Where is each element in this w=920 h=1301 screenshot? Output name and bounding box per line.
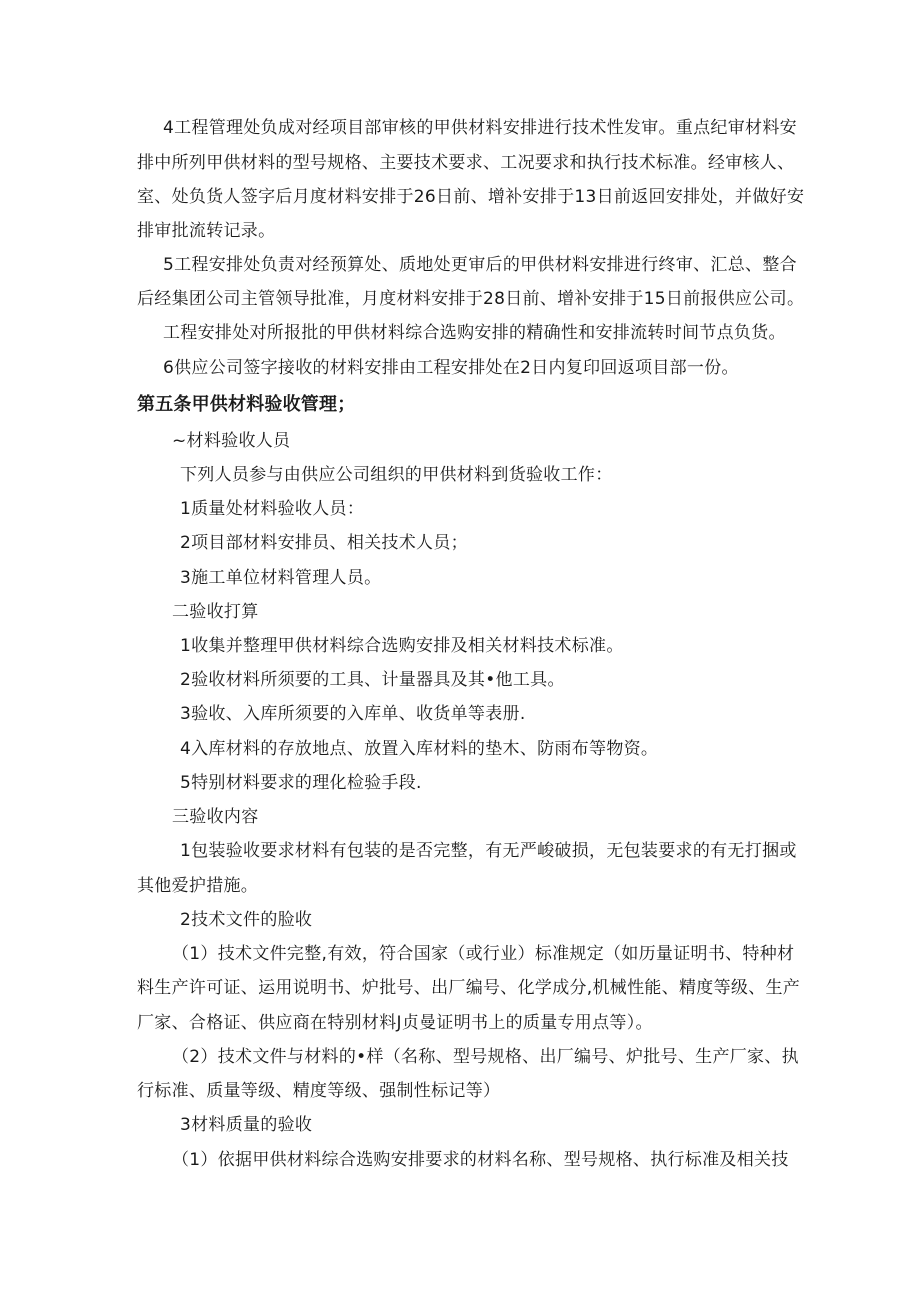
- subsection-title: 2技术文件的脸收: [180, 910, 313, 930]
- paragraph-line: 排审批流转记录。: [137, 221, 276, 241]
- subsection-title: 三验收内容: [172, 807, 259, 827]
- paragraph-line: 5工程安排处负责对经预算处、质地处更审后的甲供材料安排进行终审、汇总、整合: [163, 255, 797, 275]
- paragraph-line: 1包装验收要求材料有包装的是否完整，有无严峻破损，无包装要求的有无打捆或: [180, 841, 797, 861]
- paragraph-line: 厂家、合格证、供应商在特别材料J贞曼证明书上的质量专用点等）。: [137, 1013, 653, 1033]
- list-item: 2项目部材料安排员、相关技术人员；: [180, 533, 468, 553]
- paragraph-line: （1）依据甲供材料综合选购安排要求的材料名称、型号规格、执行标准及相关技: [172, 1150, 789, 1170]
- paragraph-line: 排中所列甲供材料的型号规格、主要技术要求、工况要求和执行技术标准。经审核人、: [137, 153, 795, 173]
- subsection-title: 二验收打算: [172, 602, 259, 622]
- list-item: 1质量处材料验收人员：: [180, 499, 365, 519]
- list-item: 2验收材料所须要的工具、计量器具及其•他工具。: [180, 670, 565, 690]
- paragraph-line: 行标准、质量等级、精度等级、强制性标记等）: [137, 1081, 501, 1101]
- subsection-title: ~材料验收人员: [172, 431, 291, 451]
- paragraph-line: （2）技术文件与材料的•样（名称、型号规格、出厂编号、炉批号、生产厂家、执: [172, 1047, 799, 1067]
- paragraph-line: 6供应公司签字接收的材料安排由工程安排处在2日内复印回返项目部一份。: [163, 358, 739, 378]
- paragraph-line: 其他爱护措施。: [137, 876, 259, 896]
- section-heading: 第五条甲供材料验收管理；: [137, 394, 356, 415]
- list-item: 5特别材料要求的理化检验手段.: [180, 773, 422, 793]
- paragraph-line: 工程安排处对所报批的甲供材料综合选购安排的精确性和安排流转时间节点负货。: [163, 323, 786, 343]
- paragraph-line: 室、处负货人签字后月度材料安排于26日前、增补安排于13日前返回安排处，并做好安: [137, 187, 805, 207]
- list-item: 4入库材料的存放地点、放置入库材料的垫木、防雨布等物资。: [180, 739, 659, 759]
- subsection-title: 3材料质量的验收: [180, 1115, 313, 1135]
- list-item: 3验收、入库所须要的入库单、收货单等表册.: [180, 704, 526, 724]
- paragraph-line: 4工程管理处负成对经项目部审核的甲供材料安排进行技术性发审。重点纪审材料安: [163, 118, 797, 138]
- list-item: 3施工单位材料管理人员。: [180, 568, 382, 588]
- paragraph-line: （1）技术文件完整,有效，符合国家（或行业）标准规定（如历量证明书、特种材: [172, 944, 795, 964]
- paragraph-line: 料生产许可证、运用说明书、炉批号、出厂编号、化学成分,机械性能、精度等级、生产: [137, 978, 801, 998]
- paragraph-line: 后经集团公司主管领导批准，月度材料安排于28日前、增补安排于15日前报供应公司。: [137, 289, 805, 309]
- list-item: 1收集并整理甲供材料综合选购安排及相关材料技术标准。: [180, 636, 624, 656]
- paragraph-line: 下列人员参与由供应公司组织的甲供材料到货验收工作：: [180, 465, 613, 485]
